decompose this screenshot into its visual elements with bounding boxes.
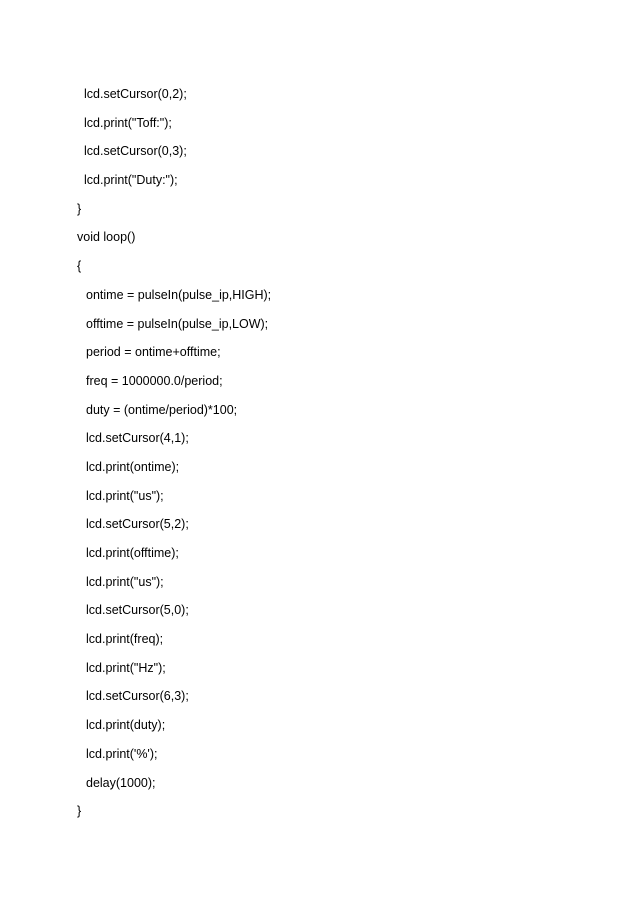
code-line: offtime = pulseIn(pulse_ip,LOW); [86, 316, 269, 331]
code-line: lcd.setCursor(5,2); [86, 517, 189, 532]
code-line: lcd.print("Hz"); [86, 660, 166, 675]
code-line: lcd.print("Toff:"); [84, 115, 172, 130]
code-line: { [77, 259, 82, 274]
code-line: delay(1000); [86, 775, 156, 790]
code-line: lcd.setCursor(0,2); [84, 87, 187, 101]
code-line: lcd.setCursor(6,3); [86, 689, 189, 704]
code-line: lcd.print("us"); [86, 574, 164, 589]
code-line: lcd.print('%'); [86, 746, 158, 761]
code-line: period = ontime+offtime; [86, 345, 221, 360]
code-line: lcd.setCursor(0,3); [84, 144, 187, 159]
code-line: lcd.print("us"); [86, 488, 164, 503]
code-line: duty = (ontime/period)*100; [86, 402, 238, 417]
code-line: freq = 1000000.0/period; [86, 373, 223, 388]
code-line: ontime = pulseIn(pulse_ip,HIGH); [86, 287, 272, 302]
code-line: lcd.print(freq); [86, 632, 164, 647]
code-listing [76, 80, 271, 826]
code-line: void loop() [77, 230, 136, 245]
code-line: lcd.print(offtime); [86, 546, 179, 560]
code-line: } [77, 201, 82, 216]
code-line: } [77, 804, 82, 819]
code-line: lcd.print(ontime); [86, 459, 180, 474]
code-line: lcd.print("Duty:"); [84, 173, 178, 188]
code-line: lcd.setCursor(4,1); [86, 431, 189, 446]
code-line: lcd.setCursor(5,0); [86, 603, 189, 618]
code-line: lcd.print(duty); [86, 718, 166, 733]
